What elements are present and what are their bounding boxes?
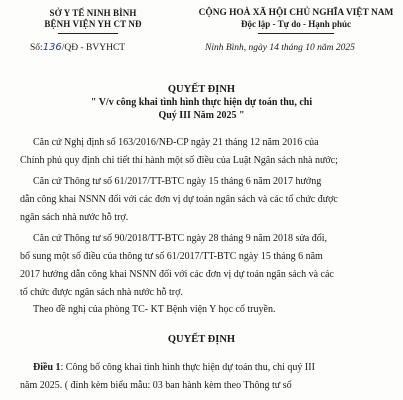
basis-1-line-1: Căn cứ Nghị định số 163/2016/NĐ-CP ngày 21 tháng 12 năm 2016 của — [33, 137, 319, 148]
basis-2-line-1: Căn cứ Thông tư số 61/2017/TT-BTC ngày 15 tháng 6 năm 2017 hướng — [33, 176, 322, 187]
basis-2-line-3: ngân sách nhà nước hỗ trợ. — [20, 212, 129, 223]
hospital-name: BỆNH VIỆN YH CT NĐ — [44, 19, 142, 29]
subject-line-1: " V/v công khai tình hình thực hiện dự toán thu, chi — [90, 97, 313, 108]
subject-line-2: Quý III Năm 2025 " — [158, 110, 245, 121]
basis-1-line-2: Chính phủ quy định chi tiết thi hành một số điều của Luật Ngân sách nhà nước; — [20, 155, 338, 166]
national-heading-block — [196, 8, 396, 30]
basis-4: Theo đề nghị của phòng TC- KT Bệnh viện Y học cổ truyền. — [33, 304, 276, 315]
basis-3-line-2: bổ sung một số điều của thông tư số 61/2017/TT-BTC ngày 15 tháng 6 năm — [20, 251, 323, 262]
national-motto: Độc lập - Tự do - Hạnh phúc — [240, 19, 351, 29]
doc-number-suffix: /QĐ - BVYHCT — [61, 43, 126, 53]
basis-3-line-1: Căn cứ Thông tư số 90/2018/TT-BTC ngày 28 tháng 9 năm 2018 sửa đổi, — [33, 233, 328, 244]
issue-date: Ninh Bình, ngày 14 tháng 10 năm 2025 — [205, 43, 355, 53]
article-1-label: Điều 1 — [33, 362, 61, 373]
doc-number-prefix: Số: — [30, 43, 43, 53]
agency-name: SỞ Y TẾ NINH BÌNH — [49, 8, 137, 18]
article-1-line-1 — [33, 362, 315, 373]
nation-name: CỘNG HOÀ XÃ HỘI CHỦ NGHĨA VIỆT NAM — [198, 8, 394, 18]
doc-number-handwritten: 136 — [42, 42, 62, 53]
document-number — [30, 42, 125, 53]
decision-section-heading: QUYẾT ĐỊNH — [167, 334, 236, 345]
decision-heading: QUYẾT ĐỊNH — [167, 84, 236, 95]
issuing-agency-block — [18, 8, 168, 30]
article-1-line-2: năm 2025. ( đính kèm biểu mẫu: 03 ban hành kèm theo Thông tư số — [20, 380, 292, 391]
basis-2-line-2: dẫn công khai NSNN đối với các đơn vị dự toán ngân sách và các tổ chức được — [20, 194, 338, 205]
agency-underline — [58, 33, 118, 34]
basis-3-line-3: 2017 hướng dẫn công khai NSNN đối với các đơn vị dự toán ngân sách và các — [20, 269, 334, 280]
article-1-text: : Công bố công khai tình hình thực hiện dự toán thu, chi quý III — [60, 362, 315, 373]
basis-3-line-4: tổ chức được ngân sách nhà nước hỗ trợ. — [20, 287, 183, 298]
motto-underline — [258, 33, 334, 34]
